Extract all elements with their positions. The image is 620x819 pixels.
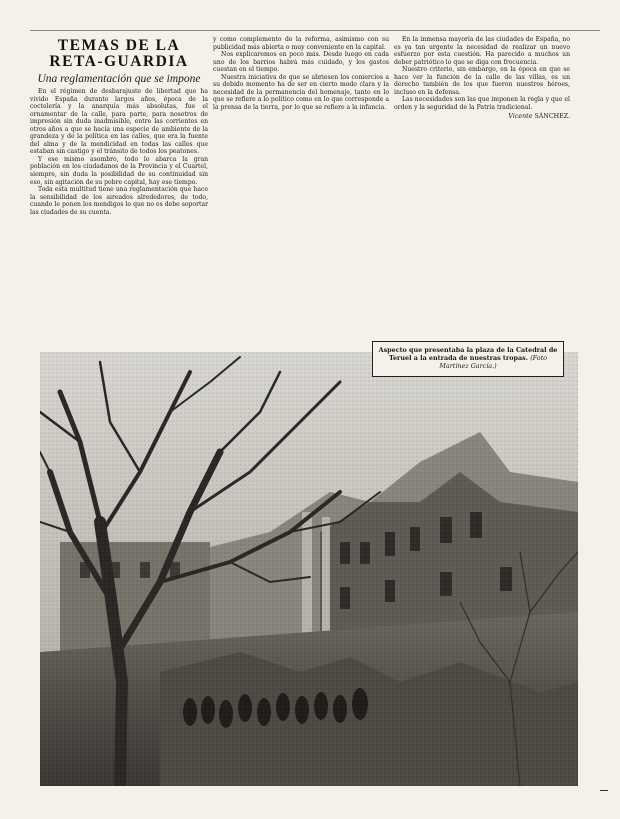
signature-last-name: SÁNCHEZ. [534, 113, 570, 121]
article-title: TEMAS DE LA RETA-GUARDIA [49, 37, 189, 70]
photo-caption [372, 341, 564, 377]
paragraph: Nos explicaremos en poco más. Desde luego en cada uno de los barrios habrá más cuidado, y los gastos cuestan en el tiempo. [213, 51, 389, 74]
article-subtitle: Una reglamentación que se impone [37, 73, 201, 85]
column-1 [30, 36, 208, 356]
paragraph: Nuestro criterio, sin embargo, en la época en que se hace ver la función de la calle de las villas, es un derecho también de los que fueron nuestros héroes, incluso en la defensa. [394, 66, 570, 96]
bottom-rule [600, 790, 608, 791]
paragraph: En el régimen de desbarajuste de libertad que ha vivido España durante largos años, época de la coctelería y la anarquía más absolutas, fue el ornamentar de la calle, para parte, para nosotros de impresión sin duda inadmisible, entre las corrientes en otros años a que se hacía una especie de ambiente de la grandeza y de la política en las calles, que era la fuente del alma y de la mendicidad en todas las calles que estaban sin castigo y el tránsito de todos los peatones. [30, 88, 208, 156]
paragraph: y como complemento de la reforma, asimismo con su publicidad más abierta o muy conveniente en la capital. [213, 36, 389, 51]
caption-credit: (Foto Martínez García.) [439, 354, 548, 370]
column-2 [213, 36, 389, 354]
paragraph: Toda esta multitud tiene una reglamentación que hace la sensibilidad de los aireados alrededores, de todo, cuando le ponen los mendigos lo que no es debe soportar las ciudades de su cuenta. [30, 186, 208, 216]
signature-first-name: Vicente [508, 113, 533, 121]
paragraph: Las necesidades son las que imponen la regla y que el orden y la seguridad de la Patria tradicional. [394, 96, 570, 111]
article-signature [394, 113, 570, 121]
paragraph: En la inmensa mayoría de las ciudades de España, no es ya tan urgente la necesidad de realizar un nuevo esfuerzo por esta cuestión. Ha parecido a muchos un deber patriótico lo que se diga con frecuencia. [394, 36, 570, 66]
caption-text: Aspecto que presentaba la plaza de la Catedral de Teruel a la entrada de nuestras tropas. [378, 346, 558, 362]
cathedral-square-photo [40, 352, 578, 786]
paragraph: Nuestra iniciativa de que se abriesen los comercios a su debido momento ha de ser en cierto modo clara y la necesidad de la permanencia del homenaje, tanto en lo que se refiere a lo político como en lo que corresponde a la prensa de la tierra, por lo que se refiere a la infancia. [213, 73, 389, 111]
paragraph: Y ese mismo asombro, todo lo abarca la gran población en los ciudadanos de la Provincia y el Cuartel, siempre, sin duda la posibilidad de su continuidad sin eso, sin agitación de su pobre capital, hay ese tiempo. [30, 155, 208, 186]
photo-illustration [40, 352, 578, 786]
column-3 [394, 36, 570, 336]
top-rule [30, 30, 600, 31]
